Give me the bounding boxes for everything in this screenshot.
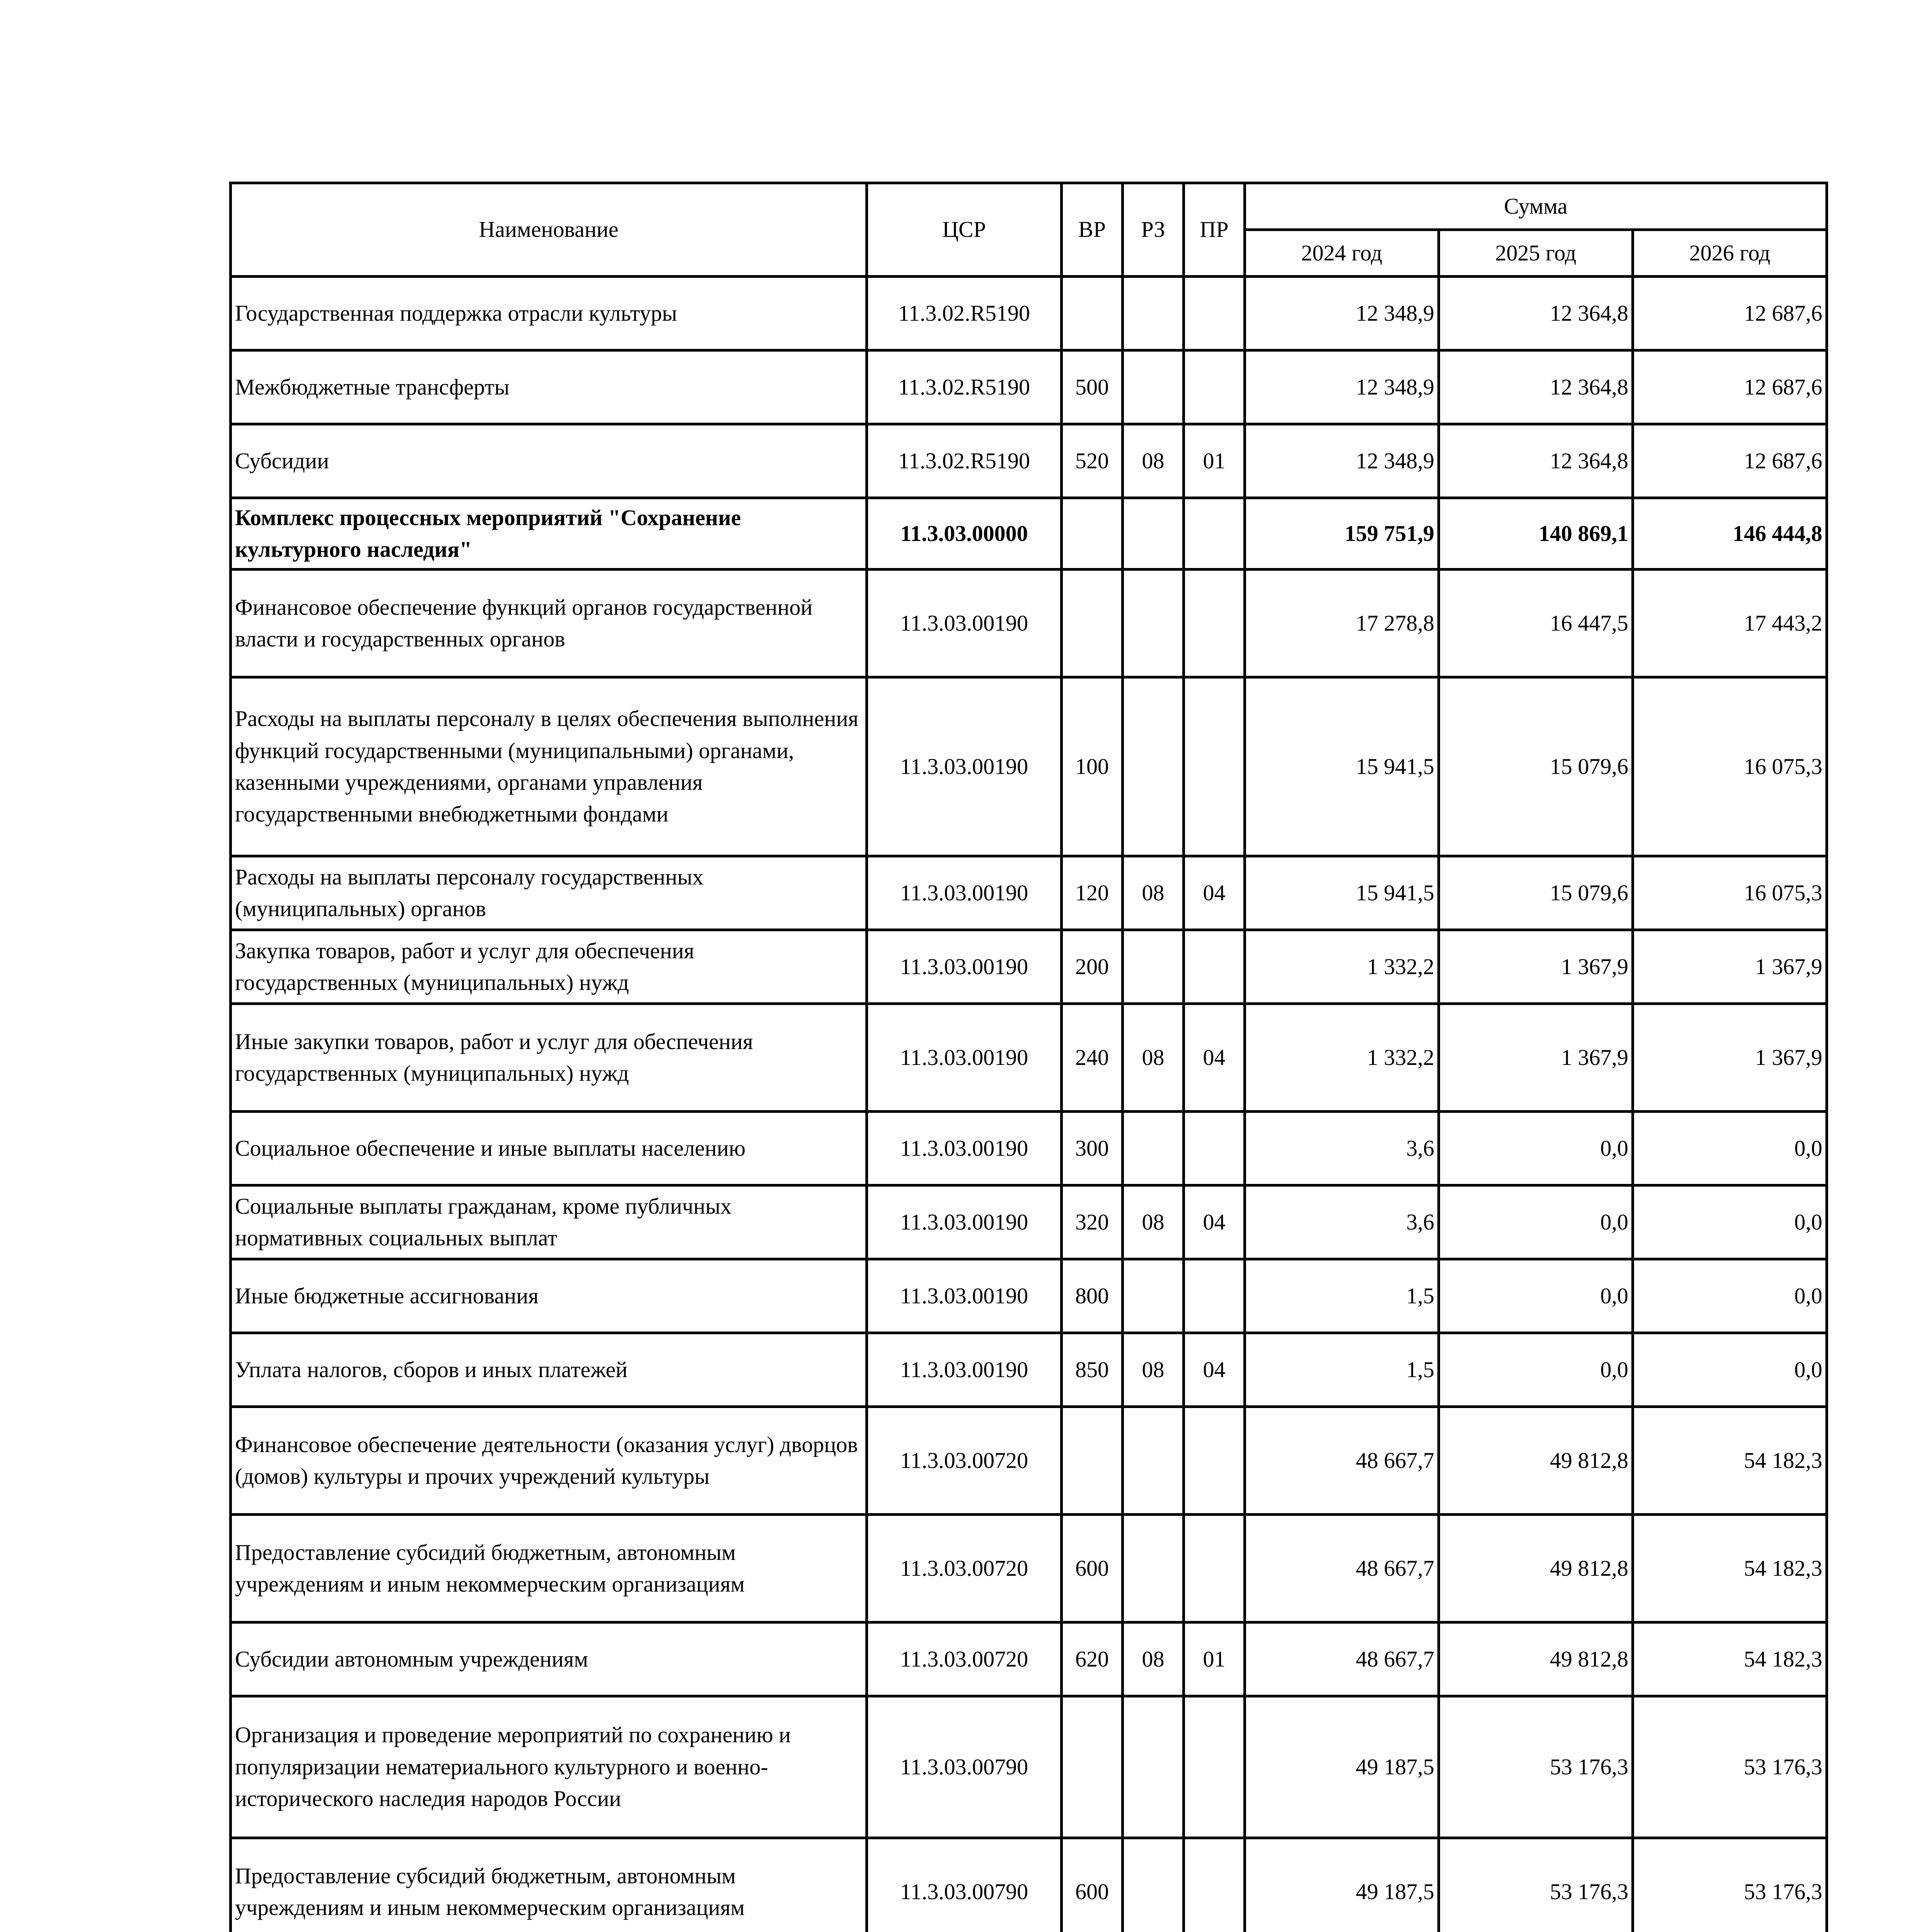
row-sum-2025: 49 812,8 <box>1439 1515 1633 1622</box>
row-rz <box>1123 570 1184 677</box>
table-row <box>231 1515 1827 1622</box>
header-year-2025: 2025 год <box>1439 230 1633 277</box>
header-csr: ЦСР <box>867 183 1062 277</box>
row-vr: 850 <box>1062 1333 1123 1407</box>
row-name: Финансовое обеспечение деятельности (оказания услуг) дворцов (домов) культуры и прочих учреждений культуры <box>231 1407 867 1515</box>
row-sum-2026: 54 182,3 <box>1633 1407 1827 1515</box>
row-vr: 620 <box>1062 1622 1123 1696</box>
row-rz <box>1123 677 1184 856</box>
table-row <box>231 1696 1827 1838</box>
row-csr: 11.3.03.00790 <box>867 1696 1062 1838</box>
row-name: Закупка товаров, работ и услуг для обеспечения государственных (муниципальных) нужд <box>231 930 867 1004</box>
table-row <box>231 350 1827 424</box>
row-sum-2025: 0,0 <box>1439 1259 1633 1333</box>
row-rz: 08 <box>1123 1333 1184 1407</box>
header-name: Наименование <box>231 183 867 277</box>
row-name: Субсидии <box>231 424 867 498</box>
row-sum-2026: 0,0 <box>1633 1185 1827 1259</box>
row-pr: 04 <box>1184 1185 1245 1259</box>
table-row <box>231 1622 1827 1696</box>
row-rz <box>1123 1838 1184 1932</box>
row-pr <box>1184 1696 1245 1838</box>
row-rz <box>1123 1696 1184 1838</box>
row-name: Иные бюджетные ассигнования <box>231 1259 867 1333</box>
row-pr <box>1184 1515 1245 1622</box>
row-pr <box>1184 1407 1245 1515</box>
table-row <box>231 1407 1827 1515</box>
row-sum-2025: 12 364,8 <box>1439 277 1633 350</box>
row-name: Уплата налогов, сборов и иных платежей <box>231 1333 867 1407</box>
row-pr: 04 <box>1184 1333 1245 1407</box>
row-vr: 800 <box>1062 1259 1123 1333</box>
row-pr <box>1184 350 1245 424</box>
row-rz: 08 <box>1123 1622 1184 1696</box>
row-sum-2024: 48 667,7 <box>1245 1407 1439 1515</box>
row-name: Расходы на выплаты персоналу в целях обеспечения выполнения функций государственными (муниципальными) органами, казенными учреждениями, органами управления государственными внебюджетными фондами <box>231 677 867 856</box>
row-name: Социальные выплаты гражданам, кроме публичных нормативных социальных выплат <box>231 1185 867 1259</box>
row-name: Иные закупки товаров, работ и услуг для обеспечения государственных (муниципальных) нужд <box>231 1004 867 1112</box>
row-name: Комплекс процессных мероприятий "Сохранение культурного наследия" <box>231 498 867 570</box>
row-sum-2026: 54 182,3 <box>1633 1515 1827 1622</box>
row-name: Государственная поддержка отрасли культуры <box>231 277 867 350</box>
row-csr: 11.3.03.00190 <box>867 1333 1062 1407</box>
header-pr: ПР <box>1184 183 1245 277</box>
row-sum-2026: 0,0 <box>1633 1333 1827 1407</box>
row-csr: 11.3.02.R5190 <box>867 350 1062 424</box>
row-pr: 01 <box>1184 424 1245 498</box>
row-sum-2025: 53 176,3 <box>1439 1696 1633 1838</box>
row-sum-2025: 12 364,8 <box>1439 424 1633 498</box>
row-sum-2025: 1 367,9 <box>1439 930 1633 1004</box>
row-pr: 04 <box>1184 856 1245 930</box>
row-vr: 100 <box>1062 677 1123 856</box>
row-sum-2026: 12 687,6 <box>1633 277 1827 350</box>
row-rz: 08 <box>1123 856 1184 930</box>
row-vr: 240 <box>1062 1004 1123 1112</box>
row-rz <box>1123 930 1184 1004</box>
row-vr: 600 <box>1062 1515 1123 1622</box>
row-csr: 11.3.03.00190 <box>867 570 1062 677</box>
row-vr: 500 <box>1062 350 1123 424</box>
row-sum-2025: 0,0 <box>1439 1185 1633 1259</box>
row-name: Социальное обеспечение и иные выплаты населению <box>231 1112 867 1185</box>
row-sum-2024: 12 348,9 <box>1245 277 1439 350</box>
row-rz <box>1123 1515 1184 1622</box>
row-vr: 320 <box>1062 1185 1123 1259</box>
row-sum-2024: 49 187,5 <box>1245 1696 1439 1838</box>
row-sum-2025: 12 364,8 <box>1439 350 1633 424</box>
row-name: Предоставление субсидий бюджетным, автономным учреждениям и иным некоммерческим организациям <box>231 1838 867 1932</box>
budget-table <box>229 182 1828 1932</box>
row-sum-2024: 3,6 <box>1245 1185 1439 1259</box>
row-rz: 08 <box>1123 424 1184 498</box>
row-sum-2026: 16 075,3 <box>1633 677 1827 856</box>
row-csr: 11.3.03.00790 <box>867 1838 1062 1932</box>
row-rz <box>1123 1407 1184 1515</box>
row-sum-2026: 16 075,3 <box>1633 856 1827 930</box>
row-pr <box>1184 1838 1245 1932</box>
row-name: Межбюджетные трансферты <box>231 350 867 424</box>
row-rz <box>1123 1259 1184 1333</box>
row-sum-2024: 49 187,5 <box>1245 1838 1439 1932</box>
row-sum-2026: 53 176,3 <box>1633 1696 1827 1838</box>
row-vr: 600 <box>1062 1838 1123 1932</box>
row-sum-2026: 12 687,6 <box>1633 424 1827 498</box>
row-vr: 520 <box>1062 424 1123 498</box>
row-csr: 11.3.03.00720 <box>867 1515 1062 1622</box>
table-row <box>231 1004 1827 1112</box>
row-vr <box>1062 570 1123 677</box>
row-sum-2024: 12 348,9 <box>1245 350 1439 424</box>
table-row <box>231 424 1827 498</box>
row-vr <box>1062 277 1123 350</box>
row-vr: 300 <box>1062 1112 1123 1185</box>
row-name: Организация и проведение мероприятий по сохранению и популяризации нематериального культурного и военно-исторического наследия народов России <box>231 1696 867 1838</box>
row-sum-2025: 0,0 <box>1439 1112 1633 1185</box>
row-pr: 04 <box>1184 1004 1245 1112</box>
row-sum-2024: 15 941,5 <box>1245 856 1439 930</box>
table-row <box>231 277 1827 350</box>
row-sum-2026: 0,0 <box>1633 1259 1827 1333</box>
row-sum-2024: 12 348,9 <box>1245 424 1439 498</box>
row-sum-2024: 15 941,5 <box>1245 677 1439 856</box>
table-row <box>231 1333 1827 1407</box>
header-sum: Сумма <box>1245 183 1827 230</box>
row-rz: 08 <box>1123 1004 1184 1112</box>
row-sum-2025: 49 812,8 <box>1439 1407 1633 1515</box>
table-row <box>231 1259 1827 1333</box>
row-csr: 11.3.03.00000 <box>867 498 1062 570</box>
row-csr: 11.3.02.R5190 <box>867 277 1062 350</box>
row-sum-2026: 54 182,3 <box>1633 1622 1827 1696</box>
table-header <box>231 183 1827 277</box>
row-sum-2026: 146 444,8 <box>1633 498 1827 570</box>
row-rz: 08 <box>1123 1185 1184 1259</box>
header-year-2024: 2024 год <box>1245 230 1439 277</box>
row-sum-2024: 1,5 <box>1245 1259 1439 1333</box>
row-csr: 11.3.03.00720 <box>867 1622 1062 1696</box>
table-body <box>231 277 1827 1932</box>
row-sum-2025: 0,0 <box>1439 1333 1633 1407</box>
row-sum-2025: 49 812,8 <box>1439 1622 1633 1696</box>
row-pr <box>1184 677 1245 856</box>
row-sum-2024: 17 278,8 <box>1245 570 1439 677</box>
row-pr: 01 <box>1184 1622 1245 1696</box>
row-sum-2025: 1 367,9 <box>1439 1004 1633 1112</box>
row-sum-2024: 48 667,7 <box>1245 1515 1439 1622</box>
row-pr <box>1184 930 1245 1004</box>
header-rz: РЗ <box>1123 183 1184 277</box>
table-row <box>231 930 1827 1004</box>
table-row <box>231 1838 1827 1932</box>
header-year-2026: 2026 год <box>1633 230 1827 277</box>
table-row <box>231 498 1827 570</box>
table-row <box>231 570 1827 677</box>
row-sum-2026: 12 687,6 <box>1633 350 1827 424</box>
row-name: Предоставление субсидий бюджетным, автономным учреждениям и иным некоммерческим организациям <box>231 1515 867 1622</box>
row-sum-2025: 140 869,1 <box>1439 498 1633 570</box>
row-csr: 11.3.03.00190 <box>867 1004 1062 1112</box>
row-sum-2026: 1 367,9 <box>1633 1004 1827 1112</box>
row-vr <box>1062 498 1123 570</box>
row-sum-2026: 17 443,2 <box>1633 570 1827 677</box>
row-csr: 11.3.03.00190 <box>867 677 1062 856</box>
row-sum-2025: 15 079,6 <box>1439 677 1633 856</box>
row-pr <box>1184 1112 1245 1185</box>
row-name: Субсидии автономным учреждениям <box>231 1622 867 1696</box>
row-pr <box>1184 1259 1245 1333</box>
row-vr: 120 <box>1062 856 1123 930</box>
row-sum-2025: 53 176,3 <box>1439 1838 1633 1932</box>
table-row <box>231 1185 1827 1259</box>
header-row <box>231 183 1827 230</box>
row-sum-2024: 1,5 <box>1245 1333 1439 1407</box>
row-name: Расходы на выплаты персоналу государственных (муниципальных) органов <box>231 856 867 930</box>
row-rz <box>1123 350 1184 424</box>
row-pr <box>1184 498 1245 570</box>
row-sum-2024: 48 667,7 <box>1245 1622 1439 1696</box>
row-sum-2026: 53 176,3 <box>1633 1838 1827 1932</box>
row-sum-2025: 16 447,5 <box>1439 570 1633 677</box>
row-csr: 11.3.03.00190 <box>867 1259 1062 1333</box>
row-sum-2024: 3,6 <box>1245 1112 1439 1185</box>
table-row <box>231 677 1827 856</box>
row-vr <box>1062 1407 1123 1515</box>
row-name: Финансовое обеспечение функций органов государственной власти и государственных органов <box>231 570 867 677</box>
row-vr <box>1062 1696 1123 1838</box>
row-sum-2024: 159 751,9 <box>1245 498 1439 570</box>
row-csr: 11.3.02.R5190 <box>867 424 1062 498</box>
row-pr <box>1184 277 1245 350</box>
row-sum-2024: 1 332,2 <box>1245 930 1439 1004</box>
row-csr: 11.3.03.00190 <box>867 930 1062 1004</box>
row-sum-2024: 1 332,2 <box>1245 1004 1439 1112</box>
table-row <box>231 856 1827 930</box>
row-sum-2026: 1 367,9 <box>1633 930 1827 1004</box>
row-csr: 11.3.03.00190 <box>867 1185 1062 1259</box>
row-pr <box>1184 570 1245 677</box>
table-row <box>231 1112 1827 1185</box>
row-rz <box>1123 277 1184 350</box>
row-rz <box>1123 1112 1184 1185</box>
row-rz <box>1123 498 1184 570</box>
header-vr: ВР <box>1062 183 1123 277</box>
row-sum-2025: 15 079,6 <box>1439 856 1633 930</box>
row-csr: 11.3.03.00190 <box>867 856 1062 930</box>
row-csr: 11.3.03.00720 <box>867 1407 1062 1515</box>
row-vr: 200 <box>1062 930 1123 1004</box>
row-sum-2026: 0,0 <box>1633 1112 1827 1185</box>
row-csr: 11.3.03.00190 <box>867 1112 1062 1185</box>
